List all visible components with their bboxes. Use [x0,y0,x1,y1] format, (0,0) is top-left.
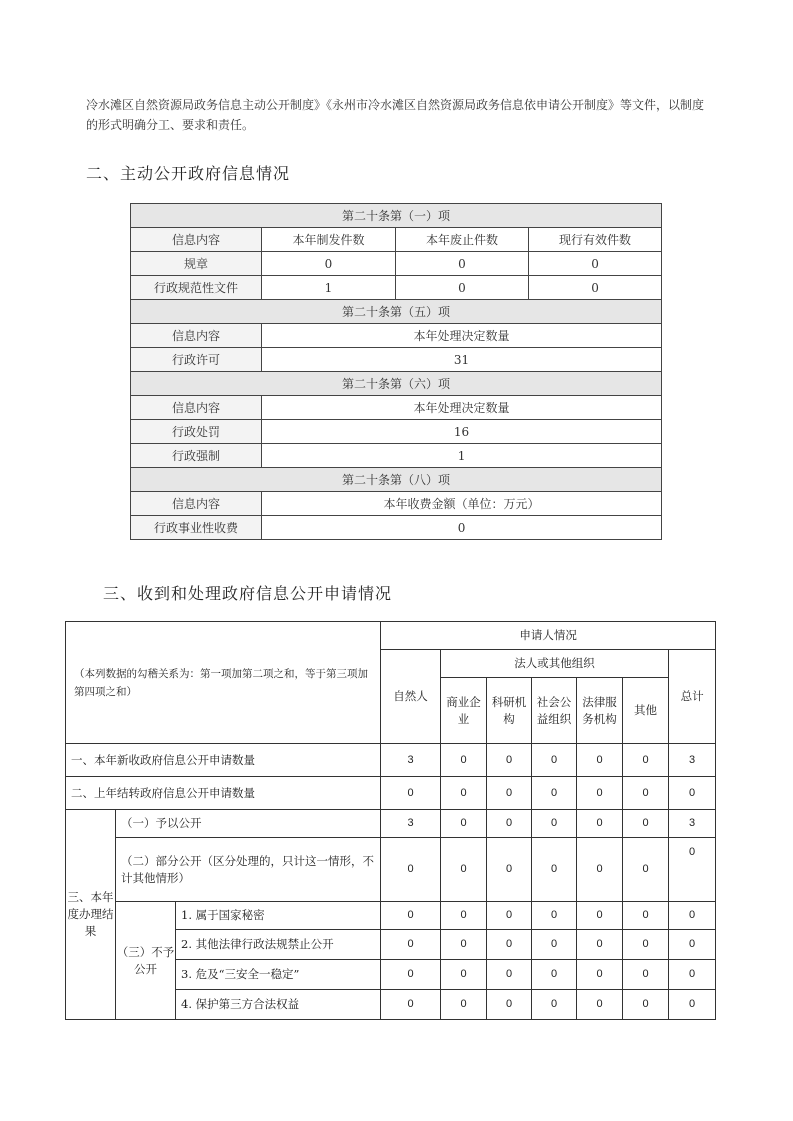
proactive-disclosure-table [130,203,662,540]
row-label: 3. 危及“三安全一稳定” [176,960,381,990]
item5-header-value: 本年处理决定数量 [262,324,662,348]
cell-value: 0 [532,960,577,990]
cell-value: 3 [381,810,441,838]
cell-value: 0 [577,960,623,990]
cell-value: 0 [441,744,487,777]
result-group-label: 三、本年度办理结果 [66,810,116,1020]
item1-header-content: 信息内容 [131,228,262,252]
row-label: （一）予以公开 [116,810,381,838]
cell-value: 0 [381,930,441,960]
cell-value: 0 [532,990,577,1020]
intro-paragraph [86,95,711,135]
item8-title-row [131,468,662,492]
cell-value: 0 [441,960,487,990]
cell-value: 16 [262,420,662,444]
item8-row-fees [131,516,662,540]
item1-row-regulations [131,252,662,276]
item5-title: 第二十条第（五）项 [131,300,662,324]
item5-row-permit [131,348,662,372]
cell-value: 0 [262,252,396,276]
table-row-deny-1 [66,902,716,930]
item6-header-value: 本年处理决定数量 [262,396,662,420]
cell-value: 0 [669,930,716,960]
cell-value: 0 [532,930,577,960]
legal-entity-header: 法人或其他组织 [441,650,669,678]
cell-value: 0 [532,744,577,777]
cell-value: 0 [441,777,487,810]
col-natural-person: 自然人 [381,650,441,744]
cell-value: 0 [577,777,623,810]
cell-value: 0 [532,902,577,930]
item1-header-row [131,228,662,252]
cell-value: 0 [532,777,577,810]
cell-value: 0 [623,930,669,960]
table-row-partial [66,838,716,902]
row-label: 行政处罚 [131,420,262,444]
cell-value: 0 [623,990,669,1020]
item1-header-abolished: 本年废止件数 [396,228,529,252]
row-label: 2. 其他法律行政法规禁止公开 [176,930,381,960]
item6-header-row [131,396,662,420]
cell-value: 0 [623,960,669,990]
cell-value: 0 [396,276,529,300]
cell-value: 0 [441,838,487,902]
item1-header-issued: 本年制发件数 [262,228,396,252]
row-label: 1. 属于国家秘密 [176,902,381,930]
item1-row-normative-docs [131,276,662,300]
col-other: 其他 [623,678,669,744]
row-label: 4. 保护第三方合法权益 [176,990,381,1020]
section2-heading: 二、主动公开政府信息情况 [86,164,291,183]
item6-row-penalty [131,420,662,444]
row-label: 行政规范性文件 [131,276,262,300]
cell-value: 0 [529,252,662,276]
cell-value: 1 [262,444,662,468]
item8-header-value: 本年收费金额（单位：万元） [262,492,662,516]
col-social: 社会公益组织 [532,678,577,744]
table-row-new [66,744,716,777]
cell-value: 0 [262,516,662,540]
cell-value: 0 [577,838,623,902]
item6-title: 第二十条第（六）项 [131,372,662,396]
cell-value: 0 [441,902,487,930]
cell-value: 31 [262,348,662,372]
header-row-1 [66,622,716,650]
row-label: 行政强制 [131,444,262,468]
cell-value: 0 [577,930,623,960]
col-total: 总计 [669,650,716,744]
deny-group-label: （三）不予公开 [116,902,176,1020]
cell-value: 0 [441,810,487,838]
cell-value: 3 [381,744,441,777]
col-legal-service: 法律服务机构 [577,678,623,744]
cell-value: 0 [487,838,532,902]
reconciliation-note: （本列数据的勾稽关系为：第一项加第二项之和，等于第三项加第四项之和） [66,622,381,744]
col-research: 科研机构 [487,678,532,744]
cell-value: 0 [623,777,669,810]
cell-value: 3 [669,744,716,777]
item8-header-content: 信息内容 [131,492,262,516]
cell-value: 0 [623,838,669,902]
cell-value: 0 [623,744,669,777]
table-row-carry [66,777,716,810]
cell-value: 0 [396,252,529,276]
item5-header-content: 信息内容 [131,324,262,348]
item5-header-row [131,324,662,348]
cell-value: 0 [532,810,577,838]
cell-value: 0 [577,810,623,838]
cell-value: 0 [381,960,441,990]
item6-row-enforcement [131,444,662,468]
cell-value: 0 [487,777,532,810]
cell-value: 0 [669,838,716,902]
row-label: 一、本年新收政府信息公开申请数量 [66,744,381,777]
row-label: 规章 [131,252,262,276]
cell-value: 0 [532,838,577,902]
cell-value: 0 [623,810,669,838]
item1-header-valid: 现行有效件数 [529,228,662,252]
item6-header-content: 信息内容 [131,396,262,420]
cell-value: 0 [487,930,532,960]
applicant-header: 申请人情况 [381,622,716,650]
cell-value: 0 [669,990,716,1020]
cell-value: 0 [441,930,487,960]
cell-value: 0 [381,777,441,810]
item6-title-row [131,372,662,396]
table-row-open [66,810,716,838]
cell-value: 0 [577,990,623,1020]
cell-value: 1 [262,276,396,300]
application-handling-table [65,621,716,1020]
item1-title-row [131,204,662,228]
cell-value: 0 [381,990,441,1020]
intro-line-2: 的形式明确分工、要求和责任。 [86,118,255,132]
cell-value: 0 [381,838,441,902]
item5-title-row [131,300,662,324]
row-label: 二、上年结转政府信息公开申请数量 [66,777,381,810]
cell-value: 0 [669,960,716,990]
item8-title: 第二十条第（八）项 [131,468,662,492]
cell-value: 0 [487,902,532,930]
cell-value: 0 [487,744,532,777]
cell-value: 0 [487,810,532,838]
cell-value: 0 [577,744,623,777]
cell-value: 0 [487,960,532,990]
row-label: （二）部分公开（区分处理的，只计这一情形，不计其他情形） [116,838,381,902]
cell-value: 3 [669,810,716,838]
col-business: 商业企业 [441,678,487,744]
row-label: 行政许可 [131,348,262,372]
section3-heading: 三、收到和处理政府信息公开申请情况 [103,584,393,603]
cell-value: 0 [577,902,623,930]
cell-value: 0 [669,777,716,810]
cell-value: 0 [669,902,716,930]
cell-value: 0 [529,276,662,300]
item1-title: 第二十条第（一）项 [131,204,662,228]
cell-value: 0 [381,902,441,930]
item8-header-row [131,492,662,516]
cell-value: 0 [487,990,532,1020]
cell-value: 0 [623,902,669,930]
row-label: 行政事业性收费 [131,516,262,540]
cell-value: 0 [441,990,487,1020]
intro-line-1: 冷水滩区自然资源局政务信息主动公开制度》《永州市冷水滩区自然资源局政务信息依申请公开制度》等文件，以制度 [86,98,705,112]
